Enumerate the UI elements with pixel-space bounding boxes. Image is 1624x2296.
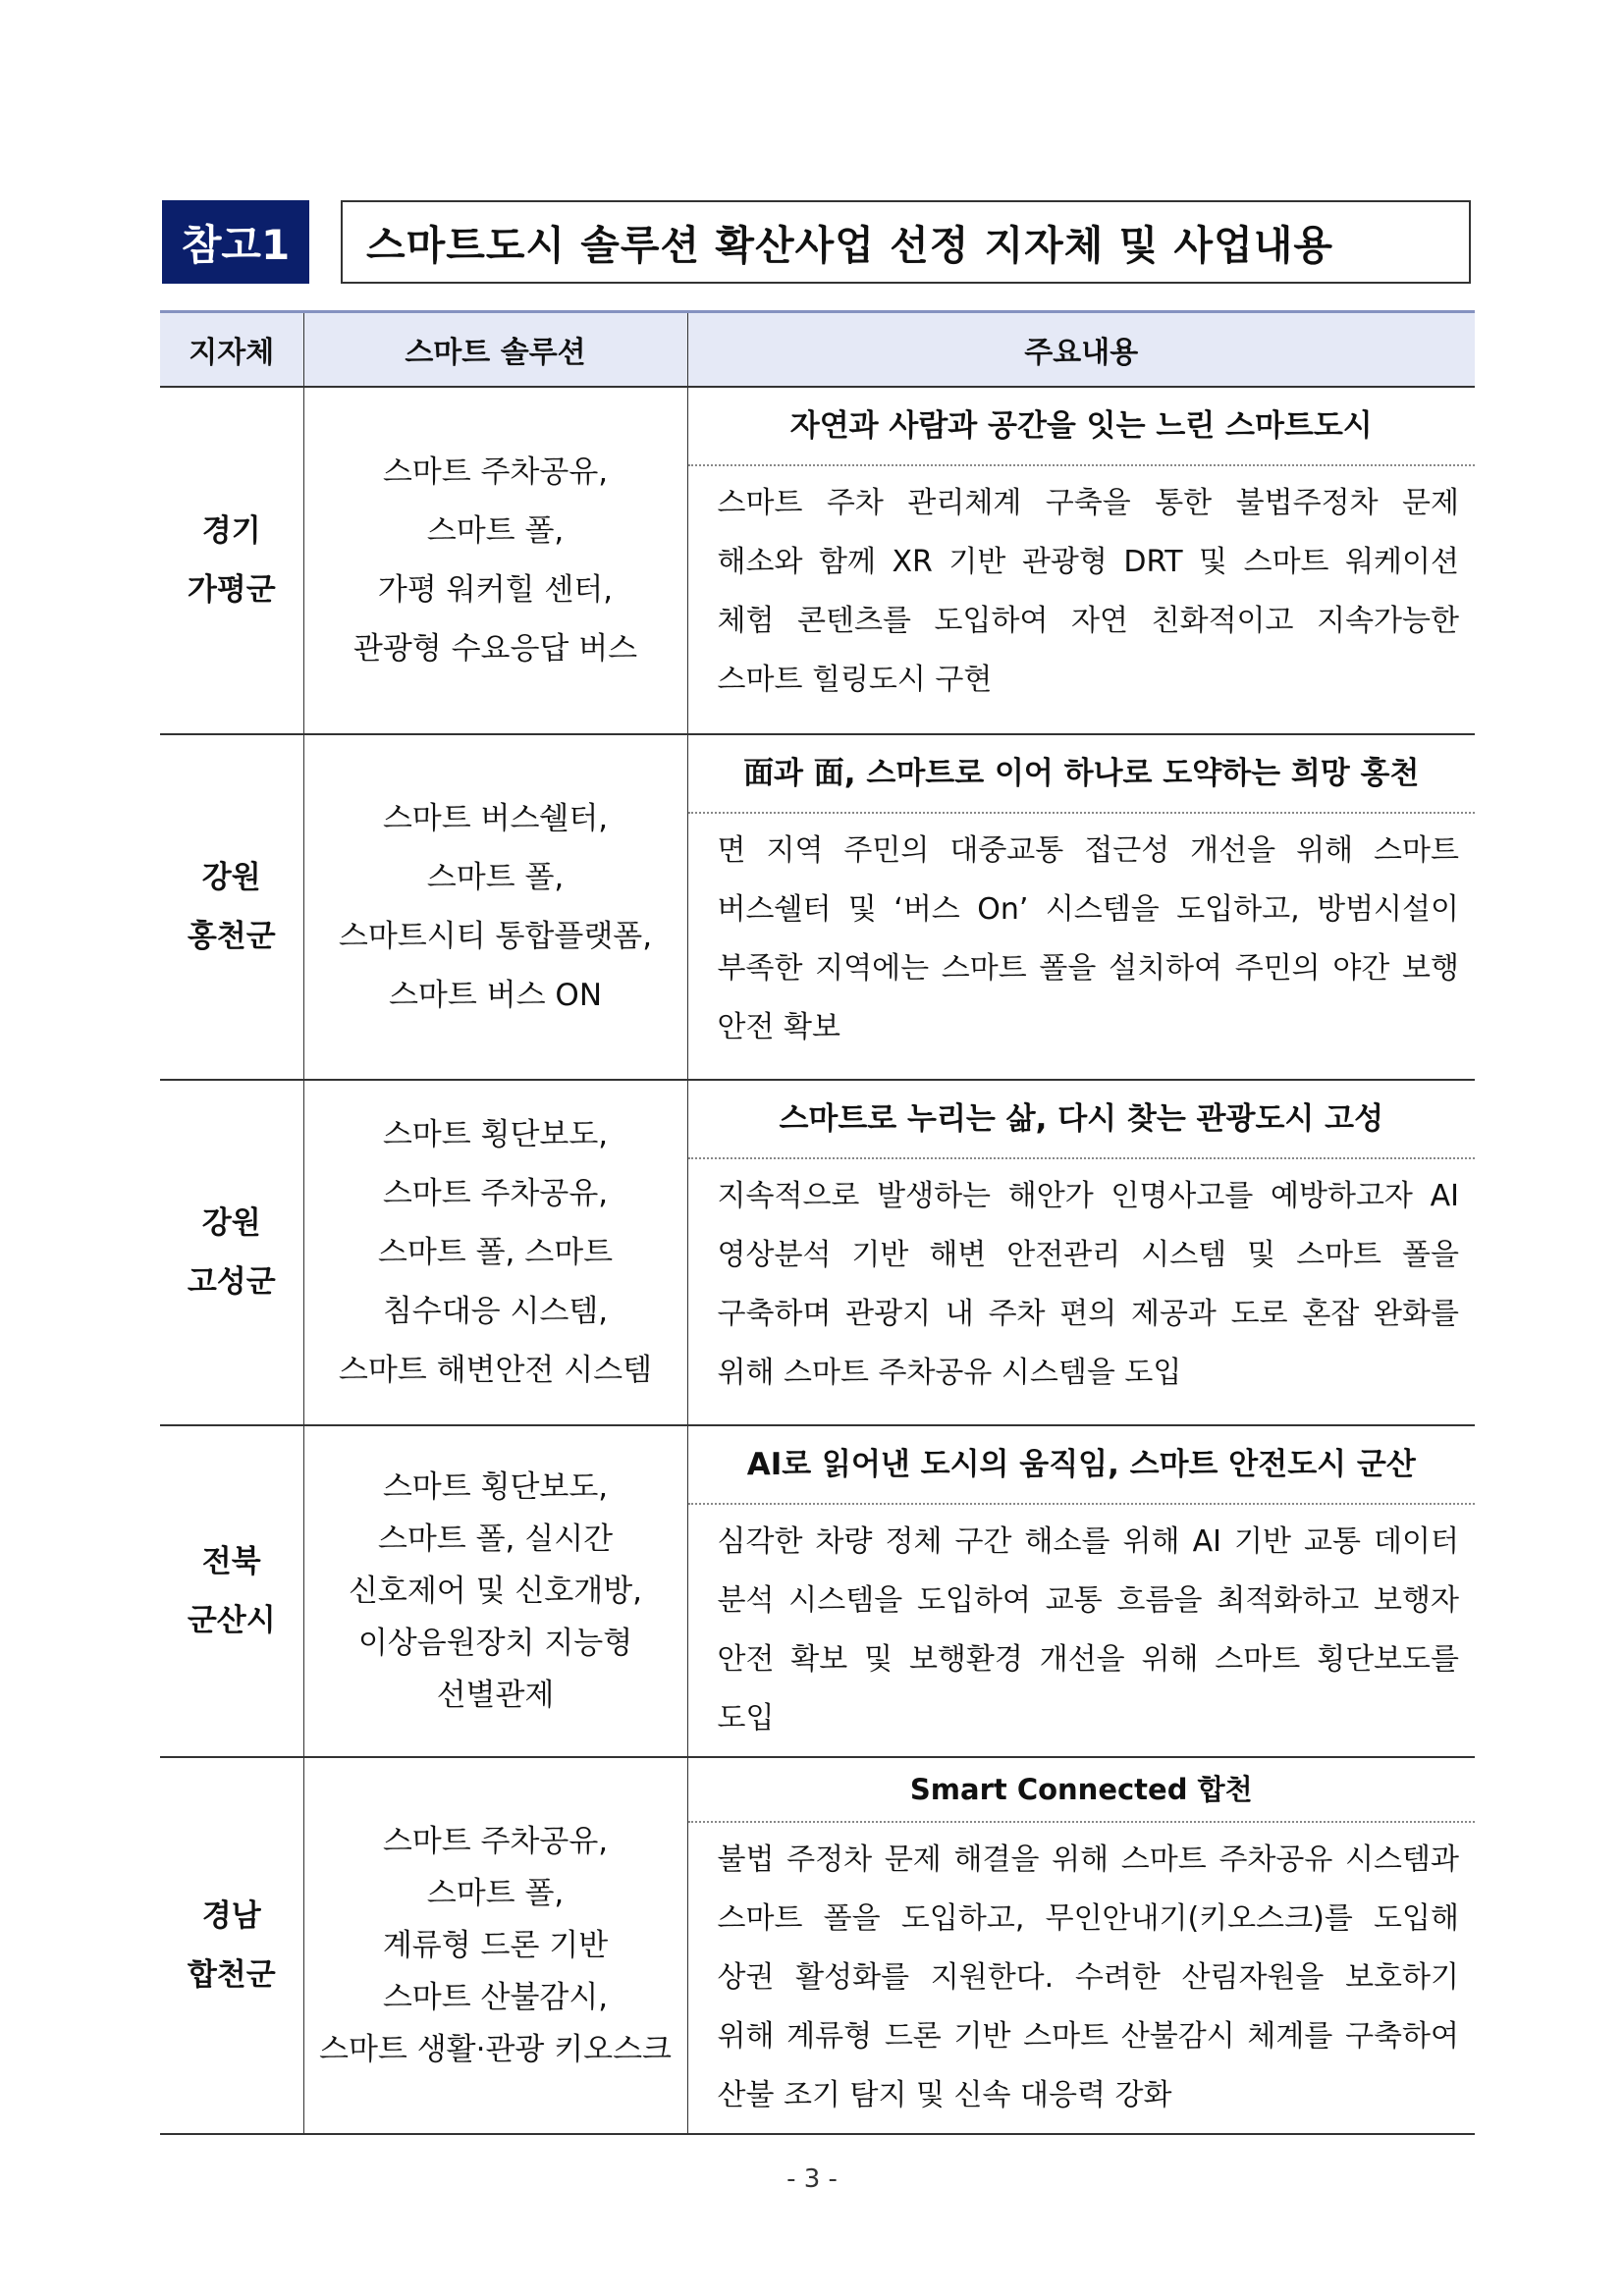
project-detail: 심각한 차량 정체 구간 해소를 위해 AI 기반 교통 데이터 분석 시스템을 도입하여 교통 흐름을 최적화하고 보행자 안전 확보 및 보행환경 개선을 위해 스마트 횡단보도를 도입 [717, 1524, 1459, 1735]
reference-label: 참고1 [162, 200, 309, 284]
project-detail: 스마트 주차 관리체계 구축을 통한 불법주정차 문제 해소와 함께 XR 기반 관광형 DRT 및 스마트 워케이션 체험 콘텐츠를 도입하여 자연 친화적이고 지속가능한 스마트 힐링도시 구현 [717, 486, 1459, 697]
table-row [160, 1080, 1475, 1425]
solution-item: 스마트 횡단보도, [382, 1117, 609, 1152]
solution-item: 스마트 산불감시, [382, 1979, 609, 2015]
project-detail: 지속적으로 발생하는 해안가 인명사고를 예방하고자 AI 영상분석 기반 해변 안전관리 시스템 및 스마트 폴을 구축하며 관광지 내 주차 편의 제공과 도로 혼잡 완화를 위해 스마트 주차공유 시스템을 도입 [717, 1179, 1459, 1390]
region-province: 강원 [201, 860, 261, 895]
solution-item: 이상음원장치 지능형 [357, 1625, 633, 1661]
document-title: 스마트도시 솔루션 확산사업 선정 지자체 및 사업내용 [341, 200, 1471, 284]
solution-item: 스마트 폴, [426, 513, 565, 549]
solution-cell [303, 1080, 687, 1425]
solution-item: 스마트 폴, [426, 860, 565, 895]
reference-header [162, 200, 1471, 284]
solution-item: 스마트 폴, [426, 1875, 565, 1911]
region-province: 경남 [201, 1898, 261, 1934]
region-cell [160, 1425, 303, 1757]
region-city: 가평군 [187, 572, 276, 608]
solution-cell [303, 734, 687, 1080]
solution-item: 스마트 생활·관광 키오스크 [319, 2031, 672, 2067]
header-content: 주요내용 [687, 312, 1475, 388]
solution-item: 계류형 드론 기반 [382, 1927, 609, 1963]
solution-cell [303, 1425, 687, 1757]
project-summary: AI로 읽어낸 도시의 움직임, 스마트 안전도시 군산 [688, 1426, 1476, 1505]
solution-item: 스마트 버스쉘터, [382, 801, 609, 836]
table-row [160, 387, 1475, 734]
solution-item: 침수대응 시스템, [382, 1294, 609, 1329]
region-province: 전북 [201, 1544, 261, 1579]
solution-item: 관광형 수요응답 버스 [352, 631, 638, 667]
solution-item: 스마트 횡단보도, [382, 1468, 609, 1505]
header-region: 지자체 [160, 312, 303, 388]
table-row [160, 1757, 1475, 2134]
solution-item: 스마트 해변안전 시스템 [338, 1353, 653, 1388]
solution-item: 선별관제 [436, 1677, 555, 1713]
content-cell [687, 1080, 1475, 1425]
solution-item: 스마트 폴, 실시간 [377, 1521, 614, 1557]
project-detail: 면 지역 주민의 대중교통 접근성 개선을 위해 스마트 버스쉘터 및 ‘버스 On’ 시스템을 도입하고, 방범시설이 부족한 지역에는 스마트 폴을 설치하여 주민의 야간 보행 안전 확보 [717, 833, 1459, 1044]
solution-item: 스마트 주차공유, [382, 454, 609, 490]
region-cell [160, 734, 303, 1080]
project-summary: 面과 面, 스마트로 이어 하나로 도약하는 희망 홍천 [688, 735, 1476, 814]
content-cell [687, 387, 1475, 734]
solution-item: 스마트 주차공유, [382, 1176, 609, 1211]
region-city: 합천군 [187, 1957, 276, 1993]
content-cell [687, 734, 1475, 1080]
region-province: 경기 [201, 513, 261, 549]
solution-cell [303, 1757, 687, 2134]
solution-item: 스마트시티 통합플랫폼, [338, 919, 653, 954]
region-city: 고성군 [187, 1264, 276, 1300]
table-row [160, 734, 1475, 1080]
project-summary: 자연과 사람과 공간을 잇는 느린 스마트도시 [688, 388, 1476, 466]
solution-cell [303, 387, 687, 734]
page-number: - 3 - [786, 2164, 838, 2194]
region-cell [160, 1757, 303, 2134]
solution-item: 신호제어 및 신호개방, [348, 1573, 643, 1609]
solution-item: 스마트 주차공유, [382, 1823, 609, 1859]
solution-item: 가평 워커힐 센터, [377, 572, 614, 608]
region-city: 군산시 [187, 1603, 276, 1638]
region-city: 홍천군 [187, 919, 276, 954]
table-row [160, 1425, 1475, 1757]
solution-item: 스마트 폴, 스마트 [377, 1235, 614, 1270]
region-province: 강원 [201, 1205, 261, 1241]
project-summary: Smart Connected 합천 [688, 1758, 1476, 1823]
region-cell [160, 1080, 303, 1425]
project-summary: 스마트로 누리는 삶, 다시 찾는 관광도시 고성 [688, 1081, 1476, 1159]
solution-item: 스마트 버스 ON [388, 978, 603, 1013]
project-detail: 불법 주정차 문제 해결을 위해 스마트 주차공유 시스템과 스마트 폴을 도입하고, 무인안내기(키오스크)를 도입해 상권 활성화를 지원한다. 수려한 산림자원을 보호하기 위해 계류형 드론 기반 스마트 산불감시 체계를 구축하여 산불 조기 탐지 및 신속 대응력 강화 [717, 1842, 1459, 2112]
content-cell [687, 1425, 1475, 1757]
region-cell [160, 387, 303, 734]
content-cell [687, 1757, 1475, 2134]
selection-table [160, 310, 1475, 2135]
table-header-row [160, 312, 1475, 388]
header-solution: 스마트 솔루션 [303, 312, 687, 388]
